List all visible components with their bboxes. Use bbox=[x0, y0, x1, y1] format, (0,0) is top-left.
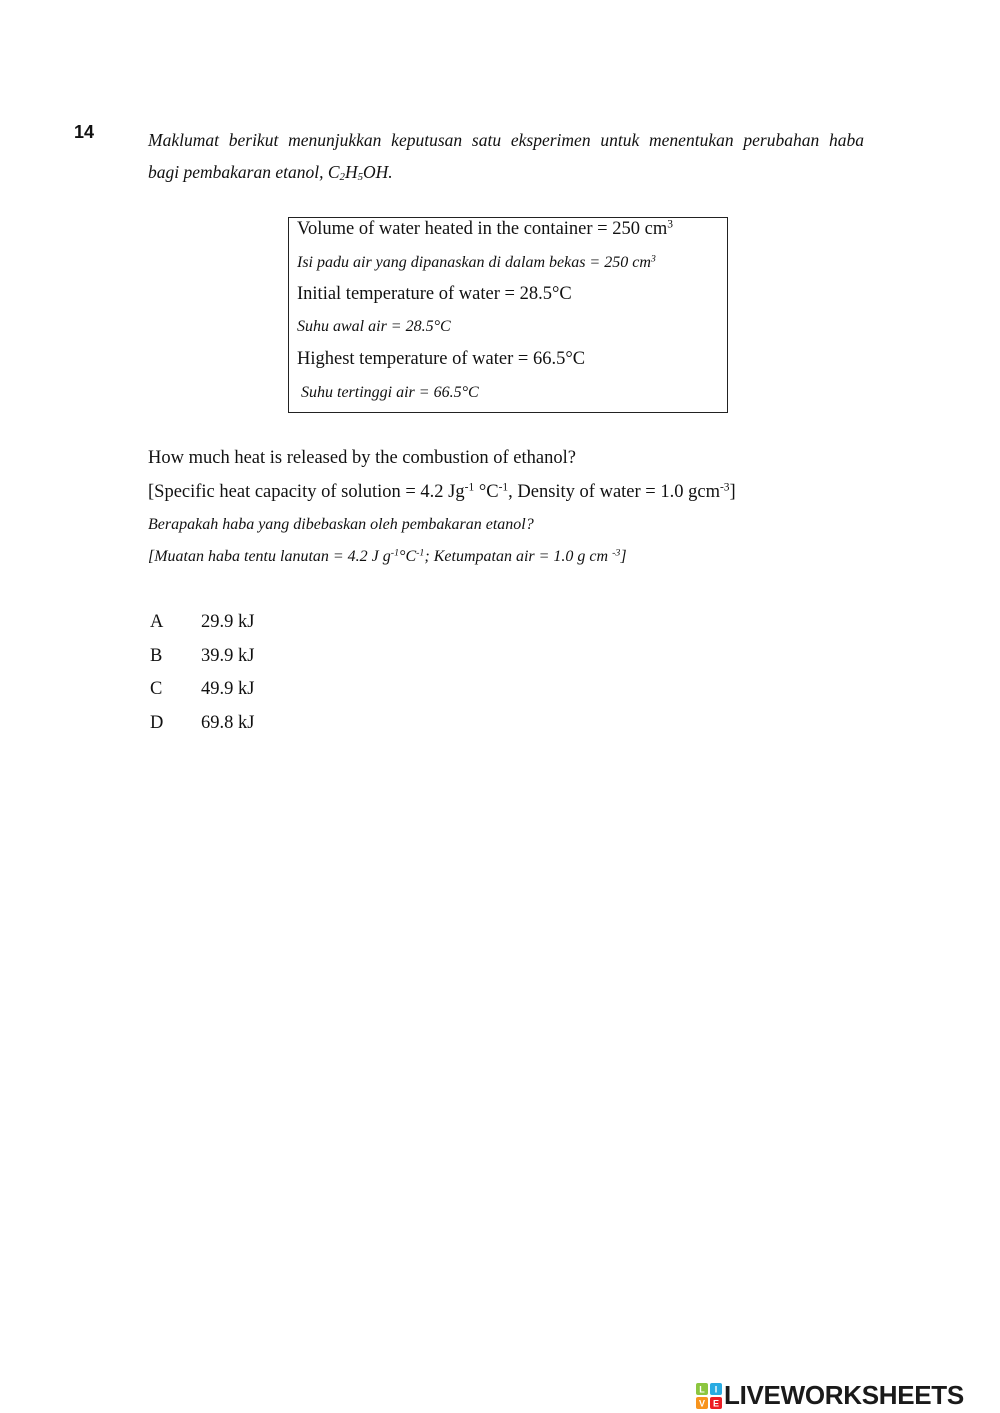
ethanol-formula: $C_2H_5OH$ bbox=[327, 162, 389, 184]
experiment-data-box bbox=[288, 217, 728, 413]
initial-temp-ms: Suhu awal air = 28.5°C bbox=[297, 318, 451, 335]
option-letter: D bbox=[150, 713, 164, 733]
question-ms: Berapakah haba yang dibebaskan oleh pembakaran etanol? bbox=[148, 516, 534, 533]
question-number: 14 bbox=[74, 122, 95, 142]
highest-temp-ms: Suhu tertinggi air = 66.5°C bbox=[301, 384, 479, 401]
svg-text:I: I bbox=[714, 1384, 718, 1394]
svg-text:L: L bbox=[699, 1384, 705, 1394]
option-value: 29.9 kJ bbox=[201, 612, 255, 632]
option-letter: B bbox=[150, 646, 163, 666]
highest-temp-en: Highest temperature of water = 66.5°C bbox=[297, 349, 586, 369]
brand-name: LIVEWORKSHEETS bbox=[724, 1380, 964, 1410]
option-c[interactable] bbox=[150, 679, 254, 700]
option-value: 69.8 kJ bbox=[201, 713, 255, 733]
question-intro bbox=[148, 124, 864, 188]
option-a[interactable] bbox=[150, 612, 254, 633]
volume-en: Volume of water heated in the container = 250 $cm^3$ bbox=[297, 218, 673, 239]
option-letter: C bbox=[150, 679, 163, 699]
intro-line-2: bagi pembakaran etanol, $C_2H_5OH$. bbox=[148, 162, 393, 184]
constants-en: [Specific heat capacity of solution = 4.2 $Jg^{-1}$ $^\circ C^{-1}$, Density of water = 1.0 gcm$^{-3}$] bbox=[148, 481, 736, 502]
svg-text:V: V bbox=[698, 1398, 706, 1408]
option-letter: A bbox=[150, 612, 164, 632]
initial-temp-en: Initial temperature of water = 28.5°C bbox=[297, 284, 572, 304]
liveworksheets-logo-icon bbox=[696, 1383, 722, 1409]
option-value: 39.9 kJ bbox=[201, 646, 255, 666]
intro-line-1: Maklumat berikut menunjukkan keputusan satu eksperimen untuk menentukan perubahan haba bbox=[148, 130, 864, 150]
option-value: 49.9 kJ bbox=[201, 679, 255, 699]
volume-ms: Isi padu air yang dipanaskan di dalam bekas = 250 $cm^3$ bbox=[297, 253, 656, 271]
question-en: How much heat is released by the combustion of ethanol? bbox=[148, 448, 576, 468]
svg-text:E: E bbox=[712, 1398, 720, 1408]
liveworksheets-brand bbox=[696, 1380, 964, 1411]
option-b[interactable] bbox=[150, 646, 254, 667]
option-d[interactable] bbox=[150, 713, 254, 734]
constants-ms: [Muatan haba tentu lanutan = 4.2 J $g^{-1}^\circ C^{-1}$; Ketumpatan air = 1.0 g cm $^{-3}$] bbox=[148, 547, 627, 565]
